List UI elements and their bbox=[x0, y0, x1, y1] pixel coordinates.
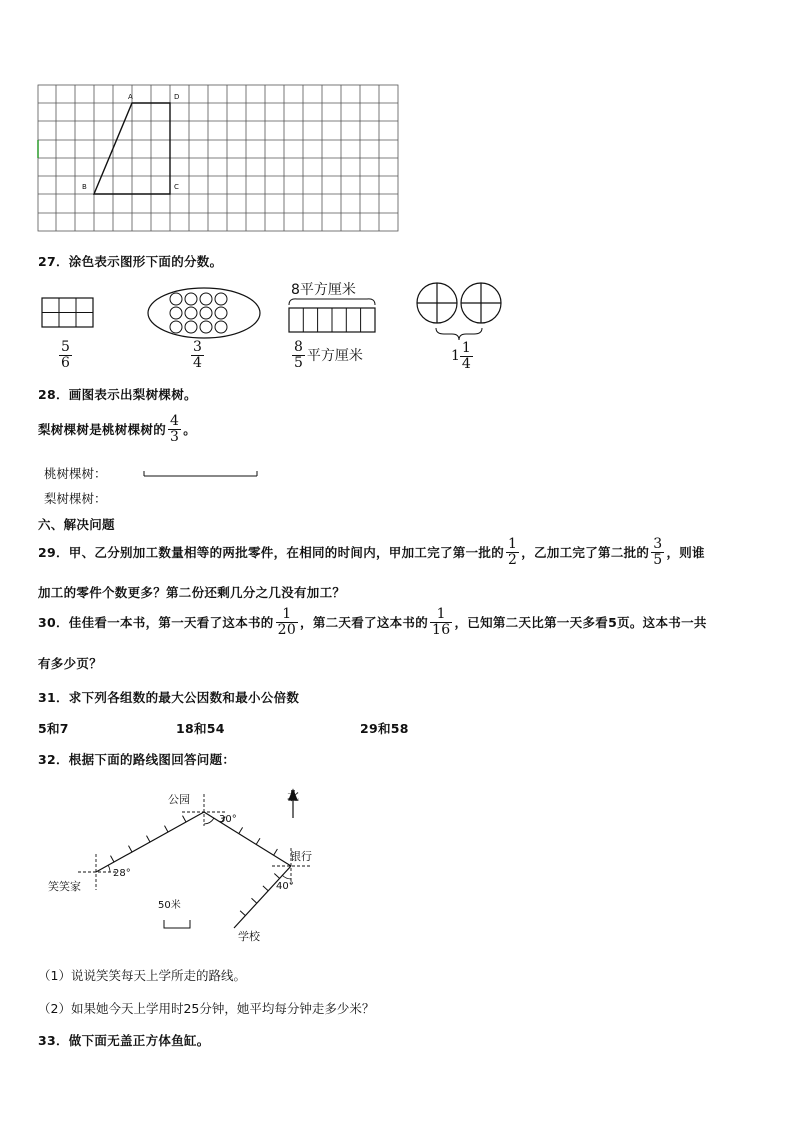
q28-text: 28．画图表示出梨树棵树。 bbox=[38, 387, 197, 402]
q30-part1: 30．佳佳看一本书，第一天看了这本书的 bbox=[38, 615, 274, 631]
q27-fig4-mixed-number bbox=[451, 341, 475, 371]
q27-fig3-unit: 平方厘米 bbox=[306, 348, 363, 365]
q32-sub1: （1）说说笑笑每天上学所走的路线。 bbox=[38, 968, 246, 983]
point-a-label: A bbox=[128, 93, 133, 101]
q30-f2-num: 1 bbox=[430, 607, 452, 623]
q30-line1 bbox=[38, 607, 707, 637]
q29-f2-num: 3 bbox=[653, 536, 663, 552]
route-park-bank bbox=[204, 812, 291, 866]
q30-part3: ，已知第二天比第一天多看5页。这本书一共 bbox=[454, 615, 707, 631]
route-map bbox=[40, 778, 340, 948]
q29-part2: ，乙加工完了第二批的 bbox=[521, 545, 650, 561]
q31-text: 31．求下列各组数的最大公因数和最小公倍数 bbox=[38, 690, 300, 705]
q27-fig4-whole: 1 bbox=[451, 348, 460, 365]
q27-fig2-ellipse-circles bbox=[146, 286, 262, 340]
north-label: 北 bbox=[287, 789, 300, 803]
home-label: 笑笑家 bbox=[48, 880, 81, 893]
q28-line2 bbox=[38, 414, 196, 444]
pear-trees-label: 梨树棵树： bbox=[44, 491, 107, 506]
q29-f2-den: 5 bbox=[653, 551, 663, 568]
q29-line1 bbox=[38, 537, 705, 567]
q28-frac-num: 4 bbox=[170, 413, 180, 429]
q27-fig3-bar bbox=[287, 296, 377, 336]
q27-fig3-num: 8 bbox=[294, 339, 303, 355]
q27-fig3-top-label: 8平方厘米 bbox=[291, 282, 356, 298]
park-label: 公园 bbox=[168, 793, 190, 806]
section-six-title: 六、解决问题 bbox=[38, 517, 115, 532]
q31-pair-1: 5和7 bbox=[38, 721, 69, 736]
scale-bar bbox=[164, 920, 190, 928]
q27-fig4-num: 1 bbox=[461, 340, 471, 356]
q29-part3: ，则谁 bbox=[666, 545, 705, 561]
q27-fig2-num: 3 bbox=[193, 339, 202, 355]
point-d-label: D bbox=[174, 93, 180, 101]
school-label: 学校 bbox=[238, 930, 260, 943]
q27-fig1-fraction bbox=[57, 340, 74, 370]
q30-f1-num: 1 bbox=[276, 607, 298, 623]
bank-label: 银行 bbox=[290, 850, 312, 863]
q27-text: 27．涂色表示图形下面的分数。 bbox=[38, 254, 223, 269]
grid-figure bbox=[37, 84, 401, 234]
point-c-label: C bbox=[174, 183, 179, 191]
q27-fig1-rect-grid bbox=[40, 296, 96, 330]
q31-pair-2: 18和54 bbox=[176, 721, 225, 736]
q30-line2: 有多少页？ bbox=[38, 656, 103, 671]
q27-fig2-fraction bbox=[189, 340, 206, 370]
q29-f1-num: 1 bbox=[508, 536, 518, 552]
q27-fig1-den: 6 bbox=[61, 354, 70, 371]
q28-line2-post: 。 bbox=[183, 422, 197, 438]
q29-f1-den: 2 bbox=[508, 551, 518, 568]
q32-sub2: （2）如果她今天上学用时25分钟，她平均每分钟走多少米？ bbox=[38, 1001, 375, 1016]
angle-home-label: 28° bbox=[113, 868, 131, 879]
q30-part2: ，第二天看了这本书的 bbox=[300, 615, 429, 631]
q27-fig4-den: 4 bbox=[461, 355, 471, 372]
q27-fig4-circles bbox=[414, 280, 508, 346]
angle-bank-label: 40° bbox=[276, 881, 294, 892]
q28-line2-pre: 梨树棵树是桃树棵树的 bbox=[38, 422, 167, 438]
q32-text: 32．根据下面的路线图回答问题： bbox=[38, 752, 236, 767]
q29-part1: 29．甲、乙分别加工数量相等的两批零件，在相同的时间内，甲加工完了第一批的 bbox=[38, 545, 504, 561]
q27-fig1-num: 5 bbox=[61, 339, 70, 355]
q30-f2-den: 16 bbox=[432, 621, 451, 638]
q27-fig2-den: 4 bbox=[193, 354, 202, 371]
q30-f1-den: 20 bbox=[277, 621, 297, 638]
q28-frac-den: 3 bbox=[170, 428, 180, 445]
peach-trees-label: 桃树棵树： bbox=[44, 466, 107, 481]
peach-trees-segment bbox=[143, 470, 259, 478]
q31-pair-3: 29和58 bbox=[360, 721, 409, 736]
angle-park-label: 30° bbox=[219, 814, 237, 825]
scale-label: 50米 bbox=[158, 900, 181, 911]
q33-text: 33．做下面无盖正方体鱼缸。 bbox=[38, 1033, 210, 1048]
q27-fig3-den: 5 bbox=[294, 354, 303, 371]
q29-line2: 加工的零件个数更多？第二份还剩几分之几没有加工？ bbox=[38, 585, 346, 600]
point-b-label: B bbox=[82, 183, 87, 191]
grid-lines bbox=[38, 85, 398, 231]
q27-fig3-fraction bbox=[290, 340, 363, 370]
